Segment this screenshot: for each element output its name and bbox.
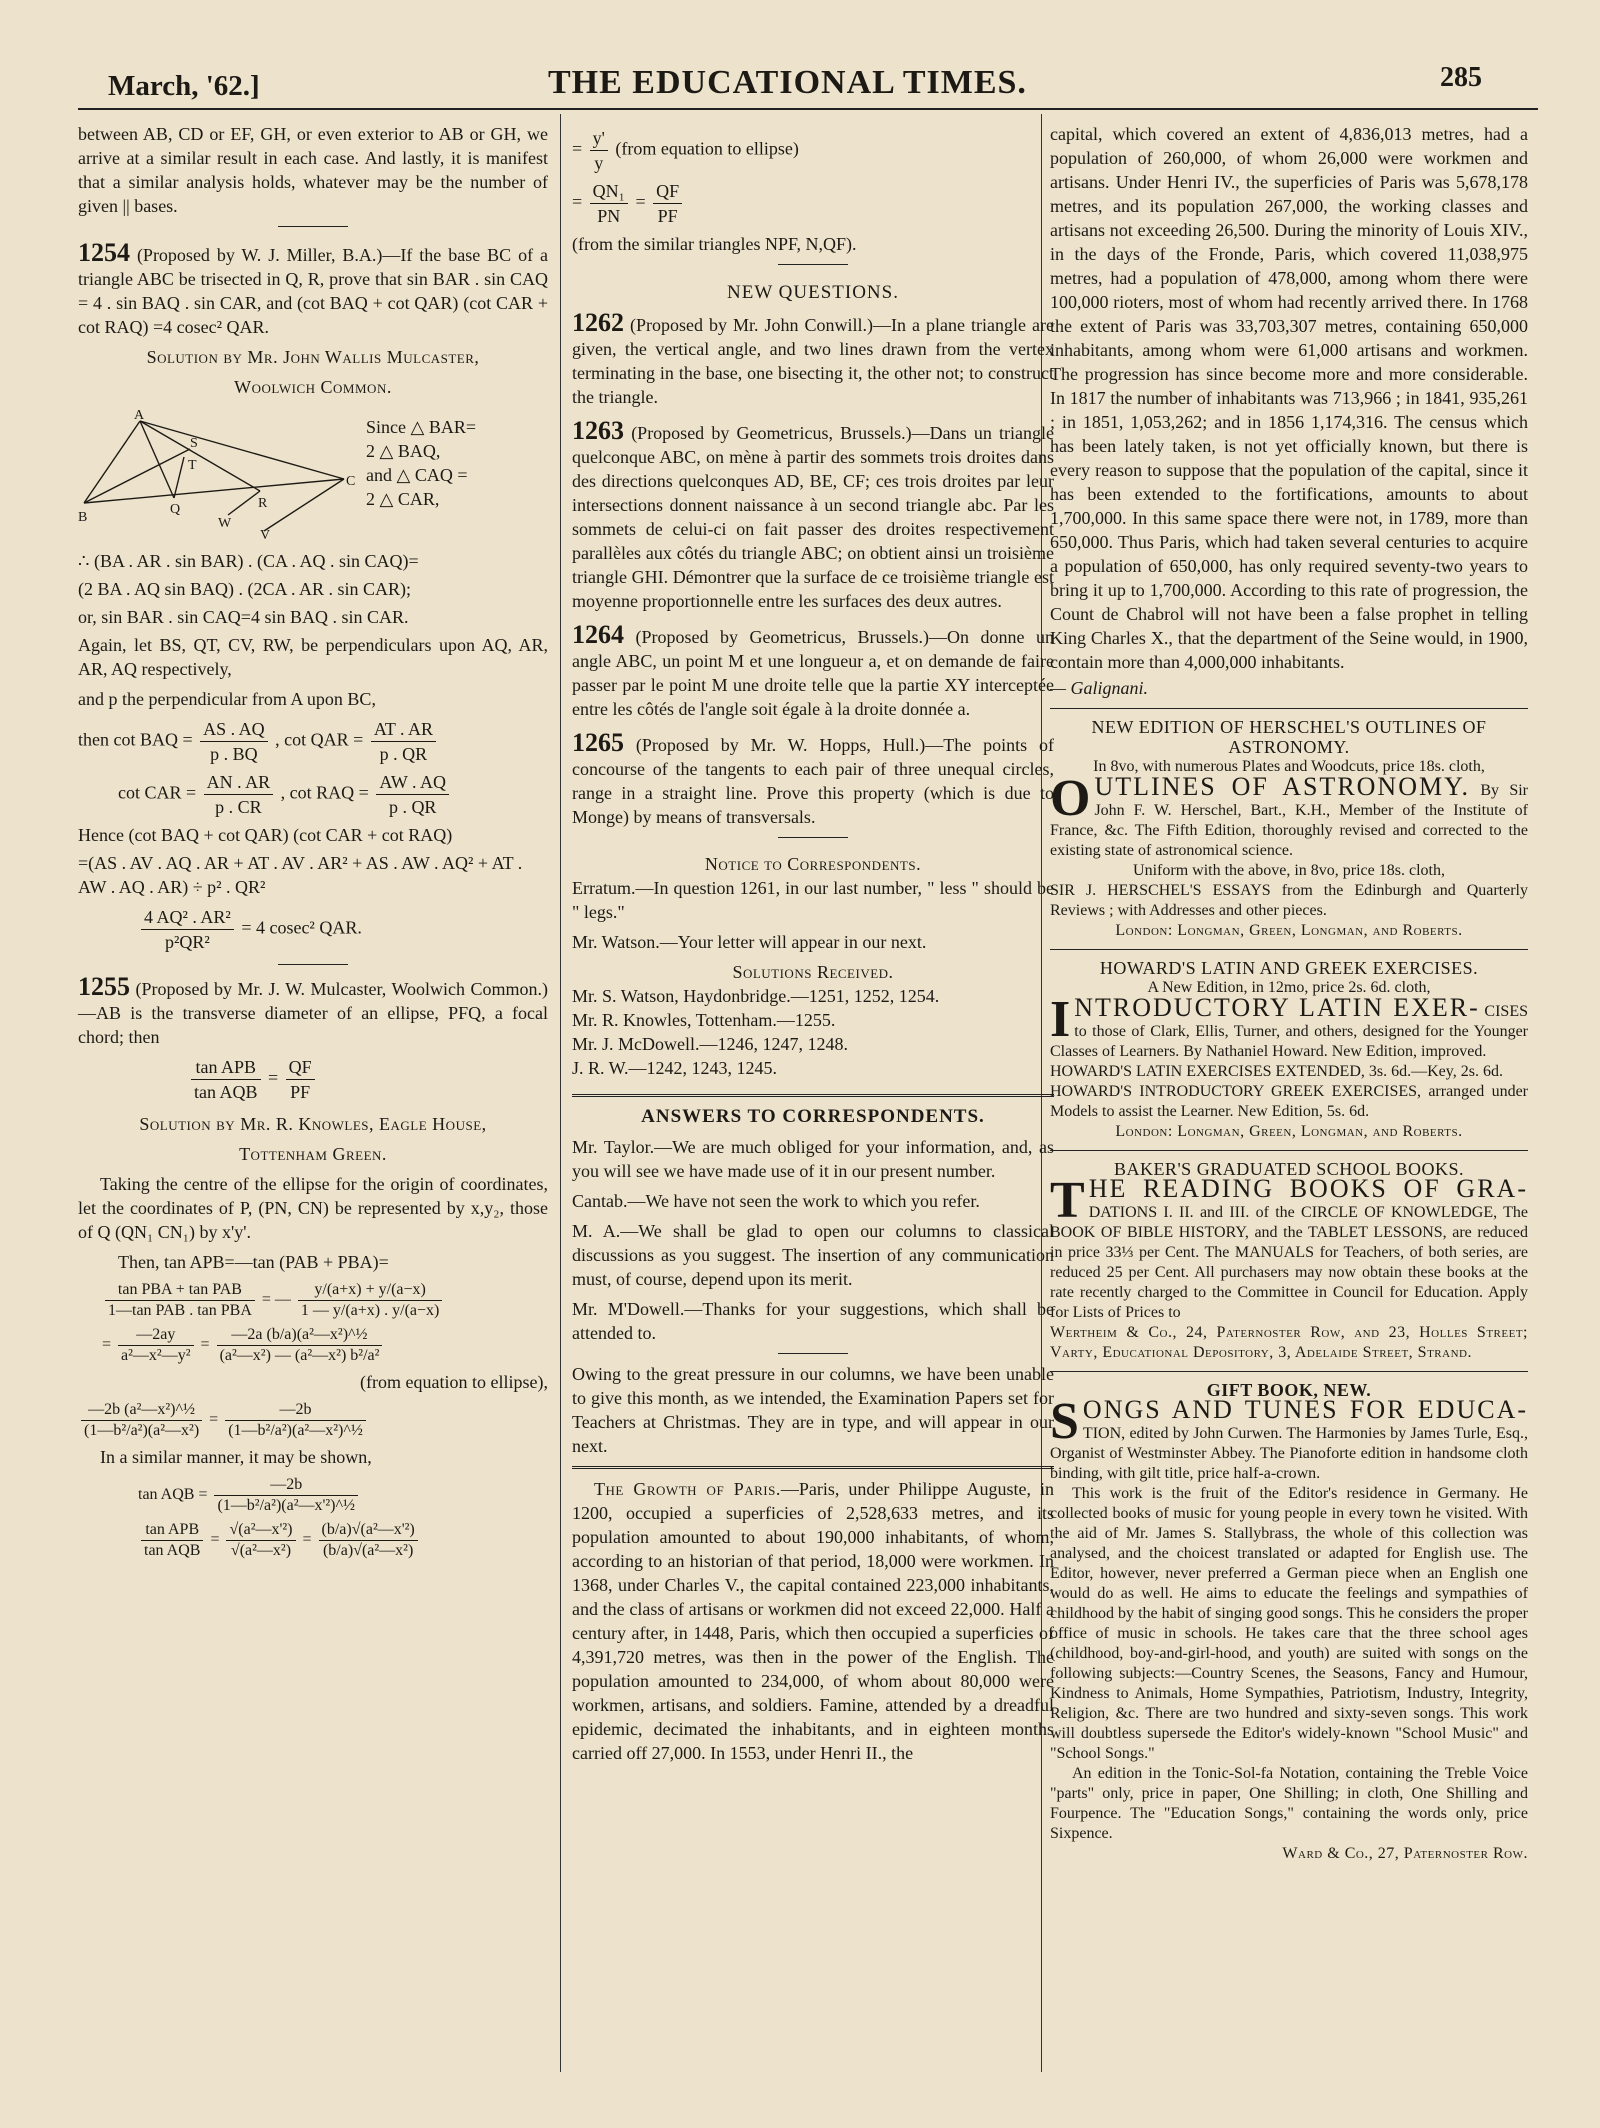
equation-cot-car (78, 770, 548, 819)
label-b: B (78, 510, 88, 525)
fraction (653, 179, 682, 228)
ad-text: SIR J. HERSCHEL'S ESSAYS from the Edinburgh and Quarterly Reviews ; with Addresses and other pieces. (1050, 882, 1528, 919)
triangle-block (78, 405, 548, 545)
fraction (319, 1520, 418, 1561)
question-1262 (572, 308, 1055, 409)
question-text: (Proposed by W. J. Miller, B.A.)—If the base BC of a triangle ABC be trisected in Q, R, prove that sin BAR . sin CAQ = 4 . sin BAQ . sin CAR, and (cot BAQ + cot QAR) (cot CAR + cot RAQ) =4 cosec² QAR. (78, 245, 548, 337)
ad-text: This work is the fruit of the Editor's residence in Germany. He collected books of music for young people in every town he visited. With the aid of Mr. James S. Stallybrass, the whole of this collection was analysed, and the choicest translated or adapted for English use. The Editor, however, never preferred a German piece when an English one would do as well. He aims to educate the feelings and sympathies of childhood by the habit of singing good songs. This he considers the proper office of music in schools. He takes care that the three school ages (childhood, boy-and-girl-hood, and youth) are suited with songs on the following subjects:—Country Scenes, the Seasons, Fancy and Humour, Kindness to Animals, Home Sympathies, Patriotism, Industry, Integrity, Religion, &c. There are two hundred and sixty-seven songs. This work will doubtless supersede the Editor's widely-known "School Music" and "School Songs." (1050, 1485, 1528, 1762)
text-line: Again, let BS, QT, CV, RW, be perpendiculars upon AQ, AR, AR, AQ respectively, (78, 635, 548, 679)
question-number: 1255 (78, 972, 130, 1001)
question-1265 (572, 728, 1054, 829)
article-title: The Growth of Paris. (594, 1479, 781, 1499)
ad-rule (1050, 1150, 1528, 1151)
label-r: R (258, 496, 268, 511)
ad-text: HOWARD'S INTRODUCTORY GREEK EXERCISES, arranged under Models to assist the Learner. New Edition, 5s. 6d. (1050, 1083, 1528, 1120)
fraction (376, 770, 449, 819)
column-three (1050, 122, 1528, 1864)
ad-rule (1050, 1371, 1528, 1372)
since-line: 2 △ BAQ, (366, 441, 441, 461)
ad-heading: NEW EDITION OF HERSCHEL'S OUTLINES OF ASTRONOMY. (1091, 717, 1487, 757)
numerator: √(a²—x'²) (226, 1520, 295, 1541)
drop-cap: S (1050, 1393, 1079, 1450)
solution-entry: J. R. W.—1242, 1243, 1245. (572, 1058, 778, 1078)
label-q: Q (170, 502, 181, 517)
question-number: 1263 (572, 416, 624, 445)
numerator: AS . AQ (200, 717, 268, 742)
denominator: p . CR (215, 797, 262, 817)
text-paragraph: Taking the centre of the ellipse for the origin of coordinates, let the coordinates of P, (PN, CN) be represented by x,y₂, those of Q (QN₁ CN₁) by x'y'. (78, 1174, 548, 1242)
ad-text: HOWARD'S LATIN EXERCISES EXTENDED, 3s. 6d.—Key, 2s. 6d. (1050, 1063, 1503, 1080)
fraction (204, 770, 274, 819)
since-line: 2 △ CAR, (366, 489, 440, 509)
notice-heading: Notice to Correspondents. (704, 854, 922, 874)
equation-text: , cot QAR = (275, 729, 364, 750)
fraction (217, 1325, 383, 1366)
section-rule (778, 837, 848, 838)
text-line: In a similar manner, it may be shown, (100, 1447, 372, 1467)
equation-text: cot CAR = (118, 782, 197, 803)
equation-text: = (572, 138, 583, 159)
denominator: 1 — y/(a+x) . y/(a−x) (300, 1302, 440, 1319)
equation-text: = 4 cosec² QAR. (241, 917, 362, 938)
denominator: y (594, 153, 604, 173)
fraction (191, 1055, 261, 1104)
ad-text: By Sir John F. W. Herschel, Bart., K.H., Member of the Institute of France, &c. The Fifth Edition, thoroughly revised and corrected to the existing state of astronomical science. (1050, 782, 1528, 859)
ad-baker (1050, 1159, 1528, 1363)
ad-heading: BAKER'S GRADUATED SCHOOL BOOKS. (1113, 1159, 1465, 1179)
denominator: PF (657, 206, 678, 226)
numerator: tan PBA + tan PAB (105, 1280, 255, 1301)
question-number: 1264 (572, 620, 624, 649)
ad-subheading: A New Edition, in 12mo, price 2s. 6d. cloth, (1147, 979, 1431, 996)
equation-block (78, 1400, 548, 1441)
drop-cap: I (1050, 991, 1071, 1048)
denominator: (1—b²/a²)(a²—x²) (84, 1422, 200, 1439)
denominator: p . BQ (210, 744, 258, 764)
denominator: (1—b²/a²)(a²—x'²)^½ (217, 1497, 356, 1514)
question-1255 (78, 972, 549, 1049)
equation-text: then cot BAQ = (78, 729, 193, 750)
growth-of-paris (572, 1477, 1054, 1765)
equation-line: Hence (cot BAQ + cot QAR) (cot CAR + cot RAQ) (78, 825, 453, 845)
intro-paragraph: between AB, CD or EF, GH, or even exterior to AB or GH, we arrive at a similar result in each case. And lastly, it is manifest that a similar analysis holds, whatever may be the number of given || bases. (78, 124, 548, 216)
denominator: √(a²—x²) (230, 1542, 292, 1559)
solution-heading: Solution by Mr. R. Knowles, Eagle House, (139, 1114, 487, 1134)
fraction (105, 1280, 255, 1321)
ad-howard (1050, 958, 1528, 1142)
ad-rule (1050, 949, 1528, 950)
ad-heading: GIFT BOOK, NEW. (1206, 1380, 1372, 1400)
answer-entry: Cantab.—We have not seen the work to which you refer. (572, 1191, 980, 1211)
label-v: V (260, 528, 271, 541)
ad-text: DATIONS I. II. and III. of the CIRCLE OF KNOWLEDGE, The BOOK OF BIBLE HISTORY, and the TABLET LESSONS, are reduced in price 33⅓ per Cent. The MANUALS for Teachers, of both series, are reduced 25 per Cent. All purchasers may now obtain these books at the rate recently charged to the Committee in Council for Education. Apply for Lists of Prices to (1050, 1204, 1528, 1321)
denominator: PN (597, 206, 621, 226)
numerator: QF (653, 179, 682, 204)
numerator: y' (590, 126, 608, 151)
ad-text: Uniform with the above, in 8vo, price 18s. cloth, (1133, 862, 1445, 879)
triangle-diagram (78, 409, 358, 541)
ad-text: CISES to those of Clark, Ellis, Turner, and others, designed for the Younger Classes of Learners. By Nathaniel Howard. New Edition, improved. (1050, 1003, 1528, 1060)
equation-text: = (102, 1336, 112, 1354)
equation-1255 (78, 1055, 548, 1104)
question-number: 1254 (78, 238, 130, 267)
denominator: tan AQB (144, 1542, 201, 1559)
fraction (371, 717, 436, 766)
question-text: (Proposed by Geometricus, Brussels.)—Dans un triangle quelconque ABC, on mène à partir des sommets trois droites dans des directions quelconques AD, BE, CF; ces trois droites par leur intersections donnent naissance à un second triangle abc. Par les sommets de celui-ci on fait passer des droites respectivement parallèles aux côtés du triangle ABC; on obtient ainsi un troisième triangle GHI. Démontrer que la surface de ce troisième triangle est moyenne proportionnelle entre les surfaces des deux autres. (572, 423, 1055, 611)
denominator: (b/a)√(a²—x²) (322, 1542, 414, 1559)
equation-text: = (302, 1531, 312, 1549)
equation-result (78, 905, 548, 954)
ad-heading: HOWARD'S LATIN AND GREEK EXERCISES. (1099, 958, 1479, 978)
solutions-list (572, 984, 1054, 1080)
numerator: QN₁ (590, 179, 628, 204)
ad-publisher: Ward & Co., 27, Paternoster Row. (1282, 1845, 1528, 1862)
fraction (214, 1475, 358, 1516)
denominator: (1—b²/a²)(a²—x²)^½ (228, 1422, 363, 1439)
label-a: A (134, 409, 145, 423)
equation-line: =(AS . AV . AQ . AR + AT . AV . AR² + AS . AW . AQ² + AT . AW . AQ . AR) ÷ p² . QR² (78, 853, 523, 897)
watson-note: Mr. Watson.—Your letter will appear in our next. (572, 932, 927, 952)
fraction (286, 1055, 315, 1104)
equation-text: = (268, 1067, 279, 1088)
ad-herschel (1050, 717, 1528, 941)
erratum-note: Erratum.—In question 1261, in our last number, " less " should be " legs." (572, 878, 1054, 922)
drop-cap: O (1050, 770, 1091, 827)
fraction (226, 1520, 295, 1561)
numerator: —2ay (118, 1325, 194, 1346)
fraction (118, 1325, 194, 1366)
numerator: AW . AQ (376, 770, 449, 795)
ad-text: An edition in the Tonic-Sol-fa Notation, containing the Treble Voice "parts" only, price in paper, One Shilling; in cloth, One Shilling and Fourpence. The "Education Songs," containing the words only, price Sixpence. (1050, 1765, 1528, 1842)
equation-text: tan AQB = (138, 1486, 208, 1504)
fraction (141, 905, 234, 954)
denominator: p . QR (388, 797, 437, 817)
section-rule (278, 226, 348, 227)
numerator: tan APB (141, 1520, 203, 1541)
denominator: PF (290, 1082, 311, 1102)
section-rule (278, 964, 348, 965)
ad-title: NTRODUCTORY LATIN EXER- (1074, 993, 1480, 1022)
ad-body (1050, 1393, 1528, 1484)
equation-text: (from equation to ellipse) (615, 138, 799, 159)
solution-entry: Mr. R. Knowles, Tottenham.—1255. (572, 1010, 836, 1030)
fraction (298, 1280, 442, 1321)
pressure-notice: Owing to the great pressure in our columns, we have been unable to give this month, as we intended, the Examination Papers set for Teachers at Christmas. They are in type, and will appear in our next. (572, 1364, 1054, 1456)
answers-heading: ANSWERS TO CORRESPONDENTS. (641, 1106, 985, 1127)
fraction (81, 1400, 202, 1441)
solutions-heading: Solutions Received. (732, 962, 894, 982)
header-rule (78, 108, 1538, 110)
since-line: and △ CAQ = (366, 465, 468, 485)
numerator: y/(a+x) + y/(a−x) (298, 1280, 442, 1301)
solution-entry: Mr. J. McDowell.—1246, 1247, 1248. (572, 1034, 848, 1054)
equation-block (78, 1325, 548, 1366)
solution-place: Woolwich Common. (234, 377, 392, 397)
text-line: and p the perpendicular from A upon BC, (78, 689, 376, 709)
denominator: (a²—x²) — (a²—x²) b²/a² (219, 1347, 380, 1364)
equation-line: ∴ (BA . AR . sin BAR) . (CA . AQ . sin CAQ)= (78, 551, 419, 571)
equation-block (572, 179, 1054, 228)
numerator: AT . AR (371, 717, 436, 742)
label-t: T (188, 458, 197, 473)
ad-publisher: London: Longman, Green, Longman, and Roberts. (1115, 1123, 1463, 1140)
page-number: 285 (1440, 62, 1482, 93)
denominator: a²—x²—y² (121, 1347, 191, 1364)
denominator: p . QR (379, 744, 428, 764)
equation-line: (2 BA . AQ sin BAQ) . (2CA . AR . sin CAR); (78, 579, 412, 599)
ad-text: TION, edited by John Curwen. The Harmonies by James Turle, Esq., Organist of Westminster Abbey. The Pianoforte edition in handsome cloth binding, with gilt title, price half-a-crown. (1050, 1425, 1528, 1482)
denominator: tan AQB (194, 1082, 258, 1102)
ad-title: HE READING BOOKS OF GRA- (1088, 1174, 1528, 1203)
equation-cot-baq (78, 717, 548, 766)
question-text: (Proposed by Mr. W. Hopps, Hull.)—The points of concourse of the tangents to each pair of three unequal circles, range in a straight line. Prove this property (which is due to Monge) by means of transversals. (572, 735, 1054, 827)
equation-block (78, 1475, 548, 1516)
solution-heading: Solution by Mr. John Wallis Mulcaster, (146, 347, 480, 367)
new-questions-heading: NEW QUESTIONS. (727, 282, 899, 303)
solution-place: Tottenham Green. (239, 1144, 387, 1164)
numerator: QF (286, 1055, 315, 1080)
solution-entry: Mr. S. Watson, Haydonbridge.—1251, 1252, 1254. (572, 986, 940, 1006)
equation-text: = (210, 1531, 220, 1549)
fraction (590, 126, 608, 175)
label-s: S (190, 436, 198, 451)
question-text: (Proposed by Mr. J. W. Mulcaster, Woolwich Common.)—AB is the transverse diameter of an ellipse, PFQ, a focal chord; then (78, 979, 549, 1047)
fraction (225, 1400, 366, 1441)
equation-text: = (209, 1411, 219, 1429)
equation-text: , cot RAQ = (280, 782, 369, 803)
label-w: W (218, 516, 232, 531)
column-two (572, 122, 1054, 1771)
equation-text: = (200, 1336, 210, 1354)
equation-text: = — (261, 1291, 291, 1309)
column-divider (560, 114, 561, 2072)
ad-title: UTLINES OF ASTRONOMY. (1094, 772, 1471, 801)
question-number: 1262 (572, 308, 624, 337)
equation-text: = (635, 191, 646, 212)
ad-publisher: London: Longman, Green, Longman, and Roberts. (1115, 922, 1463, 939)
label-c: C (346, 474, 356, 489)
numerator: —2b (a²—x²)^½ (81, 1400, 202, 1421)
article-text: —Paris, under Philippe Auguste, in 1200, occupied a superficies of 2,528,633 metres, and its population amounted to about 190,000 inhabitants, of whom, according to an historian of that period, 18,000 were workmen. In 1368, under Charles V., the capital contained 223,000 inhabitants, and the class of artisans or workmen did not exceed 22,000. Half a century after, in 1448, Paris, which then occupied a superficies of 4,391,720 metres, was then in the power of the English. The population amounted to 234,000, of whom about 80,000 were workmen, artisans, and soldiers. Famine, attended by a dreadful epidemic, decimated the inhabitants, and in eighteen months carried off 27,000. In 1553, under Henri II., the (572, 1479, 1054, 1763)
ad-body (1050, 991, 1528, 1062)
denominator: 1—tan PAB . tan PBA (108, 1302, 252, 1319)
equation-note: (from the similar triangles NPF, N,QF). (572, 234, 857, 254)
article-source: — Galignani. (1050, 678, 1149, 698)
answer-entry: Mr. M'Dowell.—Thanks for your suggestions, which shall be attended to. (572, 1299, 1054, 1343)
fraction (590, 179, 628, 228)
section-rule (778, 1353, 848, 1354)
paris-continuation: capital, which covered an extent of 4,836,013 metres, had a population of 260,000, of whom 26,000 were workmen and artisans. Under Henri IV., the superficies of Paris was 5,678,178 metres, and its population 267,000, the working classes and artisans not exceeding 26,500. During the minority of Louis XIV., in the days of the Fronde, Paris, which covered 11,038,975 metres, had a population of 478,000, among whom there were 100,000 rioters, most of whom had recently arrived there. In 1768 the extent of Paris was 33,703,307 metres, containing 650,000 inhabitants, among whom were 61,000 artisans and workmen. The progression has since become more and more considerable. In 1817 the number of inhabitants was 713,966 ; in 1841, 935,261 ; in 1851, 1,053,262; and in 1856 1,174,316. The census which has been lately taken, is not yet officially known, but there is every reason to suppose that the population of the capital, since it has been extended to the fortifications, amounts to about 1,700,000. In this same space there were not, in 1789, more than 650,000. Thus Paris, which had taken several centuries to acquire a population of 650,000, has only required seventy-two years to bring it up to 1,700,000. According to this rate of progression, the Count de Chabrol will not have been a false prophet in telling King Charles X., that the department of the Seine would, in 1900, contain more than 4,000,000 inhabitants. (1050, 124, 1528, 672)
section-rule (572, 1094, 1054, 1097)
equation-text: = (572, 191, 583, 212)
numerator: —2b (214, 1475, 358, 1496)
question-1254 (78, 238, 548, 339)
numerator: (b/a)√(a²—x'²) (319, 1520, 418, 1541)
equation-block (78, 1520, 548, 1561)
drop-cap: T (1050, 1172, 1085, 1229)
masthead-title: THE EDUCATIONAL TIMES. (548, 64, 1027, 101)
question-number: 1265 (572, 728, 624, 757)
since-line: Since △ BAR= (366, 417, 476, 437)
equation-line: or, sin BAR . sin CAQ=4 sin BAQ . sin CAR. (78, 607, 409, 627)
ad-publisher: Wertheim & Co., 24, Paternoster Row, and 23, Holles Street; Varty, Educational Depository, 3, Adelaide Street, Strand. (1050, 1324, 1528, 1361)
equation-note: (from equation to ellipse), (360, 1372, 548, 1392)
question-1264 (572, 620, 1055, 721)
numerator: tan APB (191, 1055, 261, 1080)
section-rule (778, 264, 848, 265)
question-1263 (572, 416, 1055, 613)
equation-block (572, 126, 1054, 175)
issue-date: March, '62.] (108, 70, 260, 102)
answer-entry: Mr. Taylor.—We are much obliged for your information, and, as you will see we have made use of it in our present number. (572, 1137, 1054, 1181)
section-rule (572, 1466, 1054, 1469)
ad-subheading: In 8vo, with numerous Plates and Woodcuts, price 18s. cloth, (1093, 758, 1485, 775)
question-text: (Proposed by Geometricus, Brussels.)—On donne un angle ABC, un point M et une longueur a, et on demande de faire passer par le point M une droite telle que la partie XY interceptée entre les côtés de l'angle soit égale à la droite donnée a. (572, 627, 1055, 719)
question-text: (Proposed by Mr. John Conwill.)—In a plane triangle are given, the vertical angle, and two lines drawn from the vertex terminating in the base, one bisecting it, the other not; to construct the triangle. (572, 315, 1055, 407)
numerator: AN . AR (204, 770, 274, 795)
text-line: Then, tan APB=—tan (PAB + PBA)= (118, 1252, 389, 1272)
numerator: —2a (b/a)(a²—x²)^½ (217, 1325, 383, 1346)
ad-body (1050, 770, 1528, 861)
ad-body (1050, 1172, 1528, 1323)
ad-rule (1050, 708, 1528, 709)
numerator: 4 AQ² . AR² (141, 905, 234, 930)
column-one (78, 122, 548, 1565)
ad-title: ONGS AND TUNES FOR EDUCA- (1082, 1395, 1528, 1424)
equation-block (78, 1280, 548, 1321)
fraction (200, 717, 268, 766)
ad-songs (1050, 1380, 1528, 1864)
fraction (141, 1520, 203, 1561)
answer-entry: M. A.—We shall be glad to open our columns to classical discussions as you suggest. The insertion of any communication must, of course, depend upon its merit. (572, 1221, 1054, 1289)
numerator: —2b (225, 1400, 366, 1421)
denominator: p²QR² (165, 932, 210, 952)
